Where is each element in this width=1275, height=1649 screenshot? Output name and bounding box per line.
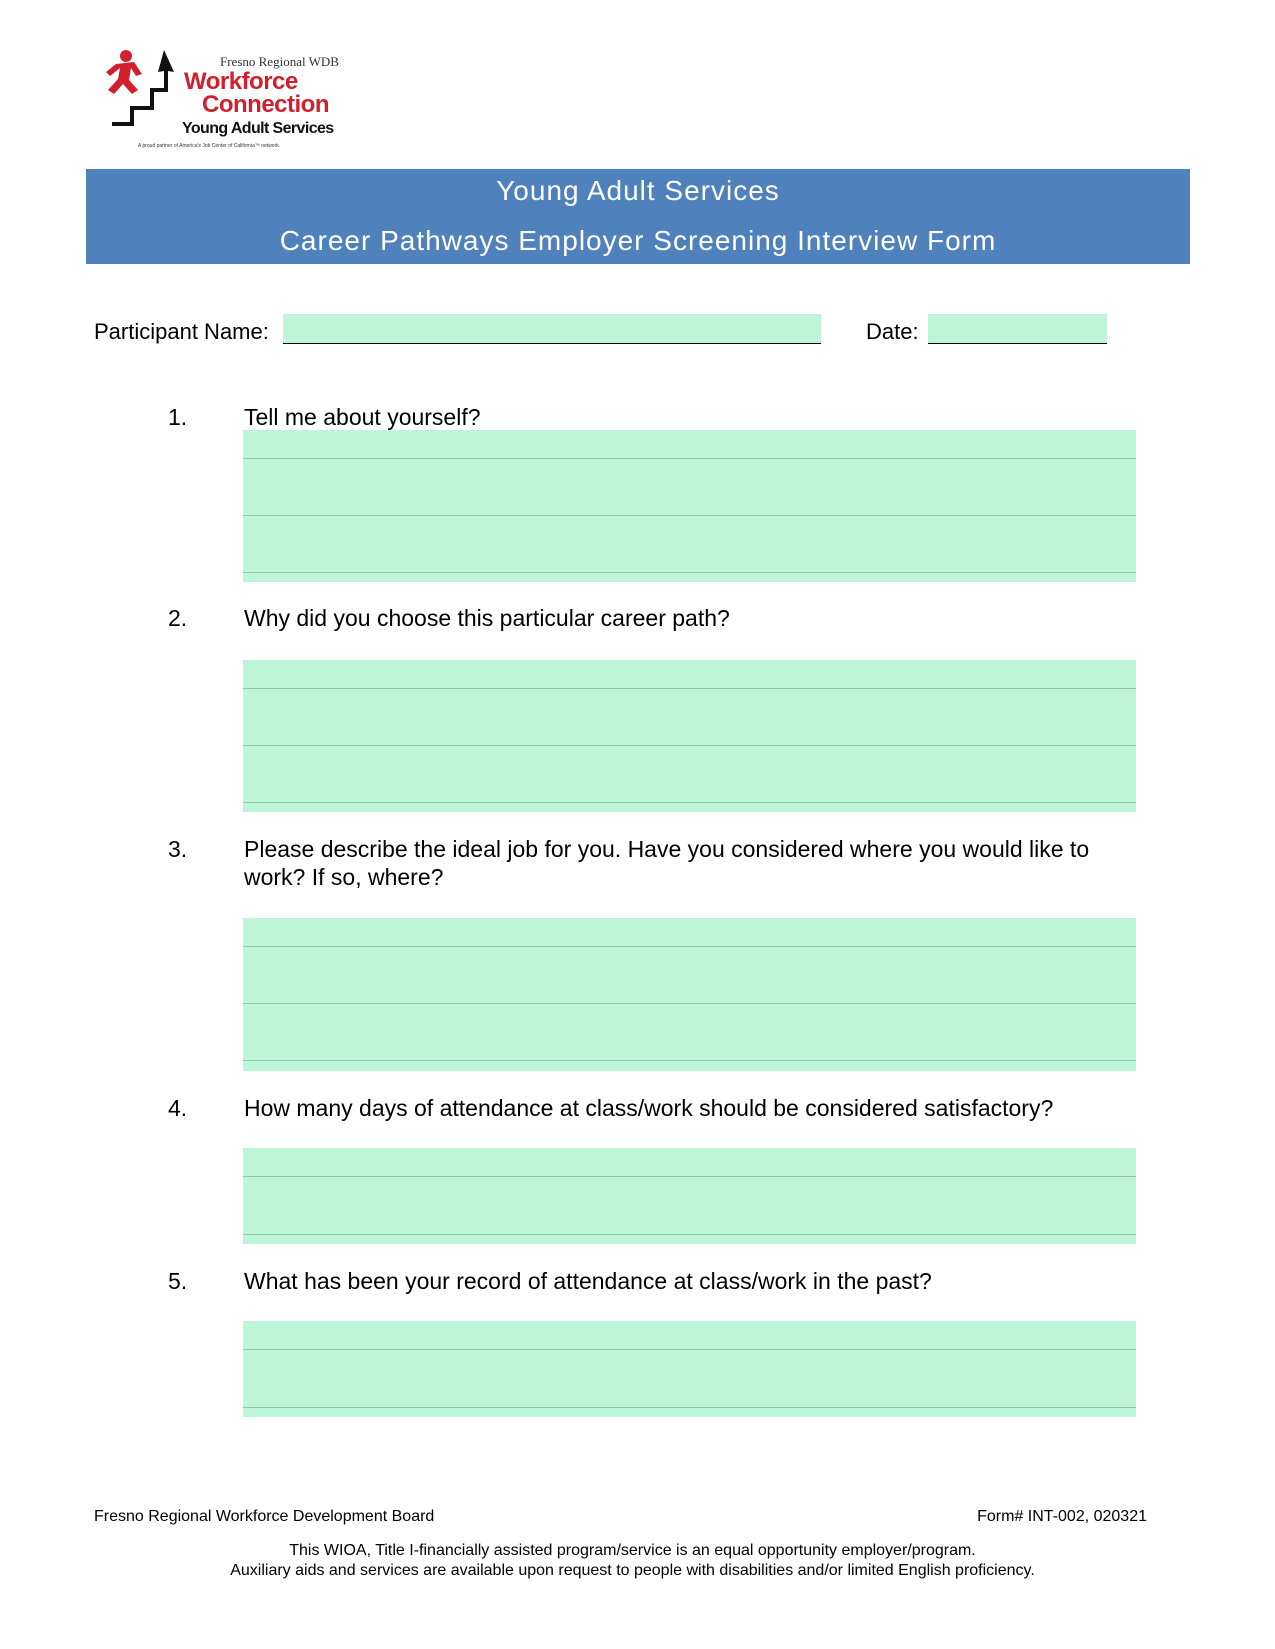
answer-field[interactable]: [243, 430, 1136, 582]
logo-name-line2: Connection: [202, 91, 329, 118]
footer-org: Fresno Regional Workforce Development Board: [94, 1508, 435, 1525]
logo-program: Young Adult Services: [182, 120, 334, 137]
banner-title: Young Adult Services: [496, 175, 780, 206]
question-text: Please describe the ideal job for you. Have you considered where you would like to work? If so, where?: [244, 836, 1090, 890]
question-number: 1.: [168, 404, 188, 430]
banner-subtitle: Career Pathways Employer Screening Interview Form: [279, 225, 997, 256]
date-field[interactable]: [928, 314, 1107, 344]
footer-notice-line2: Auxiliary aids and services are available upon request to people with disabilities and/or limited English proficiency.: [230, 1562, 1035, 1579]
question-text: Tell me about yourself?: [244, 404, 481, 430]
question-number: 3.: [168, 836, 188, 862]
question-number: 4.: [168, 1095, 188, 1121]
question-text: Why did you choose this particular career path?: [244, 605, 730, 631]
question-number: 5.: [168, 1268, 188, 1294]
question-number: 2.: [168, 605, 188, 631]
logo: [96, 44, 356, 156]
answer-field[interactable]: [243, 1148, 1136, 1244]
footer-form-number: Form# INT-002, 020321: [977, 1508, 1147, 1525]
answer-field[interactable]: [243, 918, 1136, 1071]
participant-name-label: Participant Name:: [94, 319, 269, 344]
climbing-figure-arrow-icon: [96, 46, 174, 128]
answer-field[interactable]: [243, 660, 1136, 812]
answer-field[interactable]: [243, 1321, 1136, 1417]
footer-notice-line1: This WIOA, Title I-financially assisted program/service is an equal opportunity employer/program.: [289, 1542, 976, 1559]
logo-tagline: A proud partner of America's Job Center of California™ network.: [138, 143, 281, 149]
title-banner: [86, 169, 1190, 264]
participant-name-field[interactable]: [283, 314, 821, 344]
logo-org-name: Fresno Regional WDB: [220, 54, 339, 69]
question-text: How many days of attendance at class/work should be considered satisfactory?: [244, 1095, 1054, 1121]
question-text: What has been your record of attendance at class/work in the past?: [244, 1268, 932, 1294]
date-label: Date:: [866, 319, 919, 344]
logo-name-line1: Workforce: [184, 68, 298, 95]
